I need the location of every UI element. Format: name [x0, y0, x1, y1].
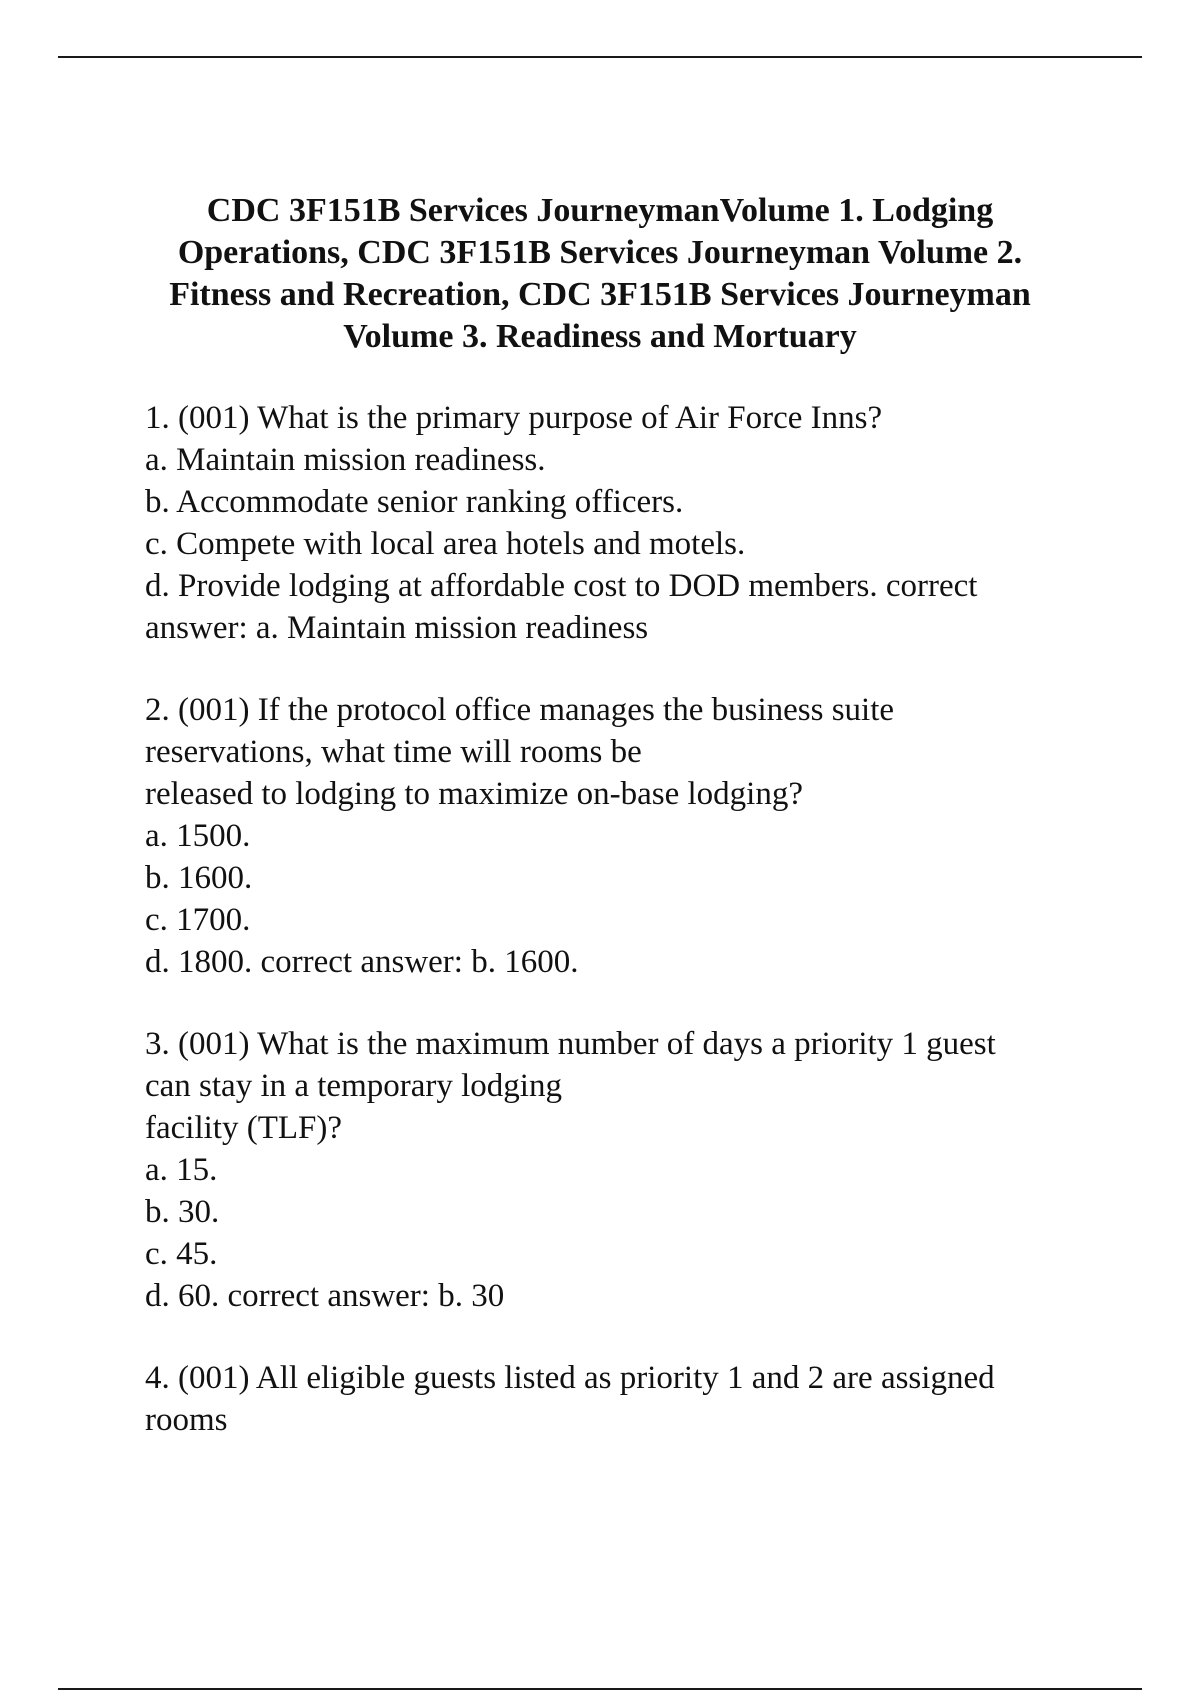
question-text: facility (TLF)? — [145, 1110, 343, 1146]
question-text: 3. (001) What is the maximum number of days a priority 1 guest — [145, 1026, 996, 1062]
question-text: released to lodging to maximize on-base lodging? — [145, 776, 803, 812]
title-line: Volume 3. Readiness and Mortuary — [343, 318, 857, 355]
question-text: reservations, what time will rooms be — [145, 734, 642, 770]
correct-answer: d. 1800. correct answer: b. 1600. — [145, 944, 579, 980]
title-line: Operations, CDC 3F151B Services Journeyman Volume 2. — [177, 234, 1023, 271]
question-3 — [145, 1023, 1105, 1317]
question-text: 4. (001) All eligible guests listed as priority 1 and 2 are assigned — [145, 1360, 995, 1396]
question-text: 2. (001) If the protocol office manages the business suite — [145, 692, 895, 728]
title-line: CDC 3F151B Services JourneymanVolume 1. Lodging — [206, 192, 994, 229]
answer-option: c. Compete with local area hotels and motels. — [145, 526, 746, 562]
answer-option: d. Provide lodging at affordable cost to DOD members. correct — [145, 568, 978, 604]
correct-answer: d. 60. correct answer: b. 30 — [145, 1278, 505, 1314]
question-text: can stay in a temporary lodging — [145, 1068, 562, 1104]
answer-option: c. 45. — [145, 1236, 218, 1272]
answer-option: b. 30. — [145, 1194, 220, 1230]
question-text: rooms — [145, 1402, 228, 1438]
question-4 — [145, 1357, 1105, 1441]
document-title — [140, 190, 1060, 358]
question-list — [145, 397, 1105, 1481]
answer-option: c. 1700. — [145, 902, 251, 938]
correct-answer: answer: a. Maintain mission readiness — [145, 610, 649, 646]
answer-option: a. Maintain mission readiness. — [145, 442, 546, 478]
answer-option: a. 15. — [145, 1152, 218, 1188]
question-text: 1. (001) What is the primary purpose of Air Force Inns? — [145, 400, 883, 436]
answer-option: b. Accommodate senior ranking officers. — [145, 484, 684, 520]
title-line: Fitness and Recreation, CDC 3F151B Services Journeyman — [169, 276, 1031, 313]
answer-option: a. 1500. — [145, 818, 251, 854]
question-1 — [145, 397, 1105, 649]
top-divider — [58, 56, 1142, 58]
answer-option: b. 1600. — [145, 860, 253, 896]
bottom-divider — [58, 1688, 1142, 1690]
question-2 — [145, 689, 1105, 983]
